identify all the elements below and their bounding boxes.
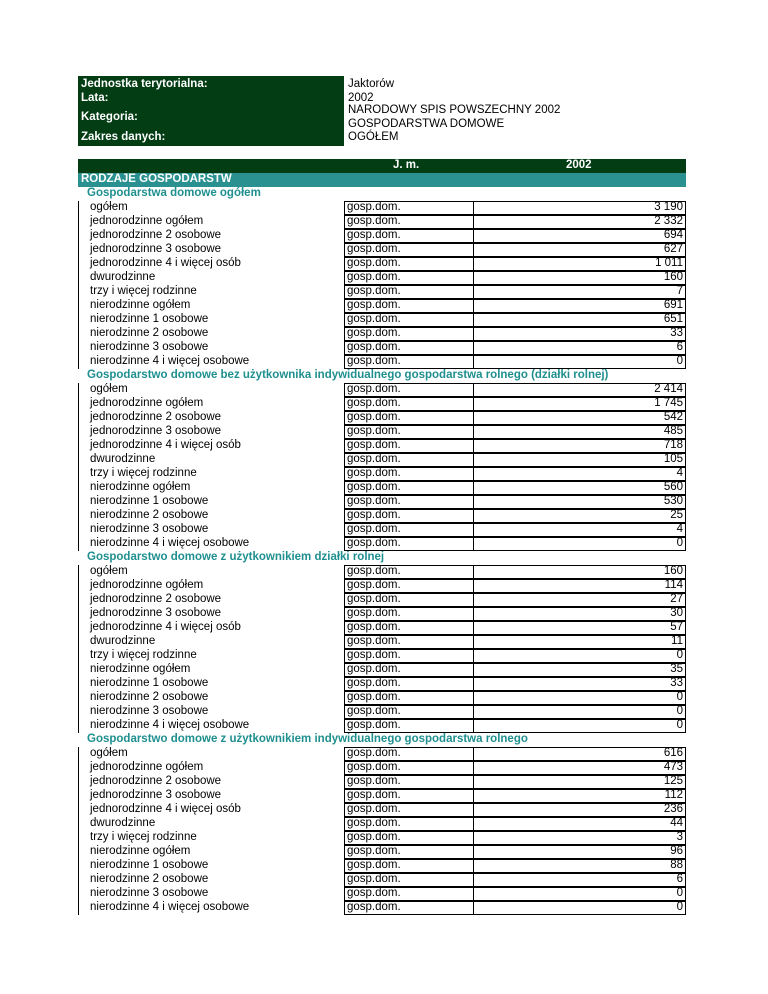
group-title-text: Gospodarstwo domowe z użytkownikiem indywidualnego gospodarstwa rolnego [87,733,528,745]
row-value-cell [473,873,686,887]
row-unit: gosp.dom. [347,481,401,493]
group-title [78,187,686,201]
row-unit: gosp.dom. [347,747,401,759]
table-row [78,803,686,817]
table-row [78,649,686,663]
row-unit: gosp.dom. [347,327,401,339]
row-unit: gosp.dom. [347,635,401,647]
row-unit: gosp.dom. [347,271,401,283]
label-data-range: Zakres danych: [81,131,166,143]
table-row [78,719,686,733]
row-unit: gosp.dom. [347,201,401,213]
row-label: nierodzinne ogółem [90,663,191,675]
row-label: jednorodzinne 3 osobowe [90,243,222,255]
value-territorial-unit: Jaktorów [348,78,395,90]
row-value: 691 [663,299,683,311]
row-unit: gosp.dom. [347,901,401,913]
row-value: 694 [663,229,683,241]
row-value: 6 [676,341,683,353]
table-row [78,901,686,915]
row-value-cell [473,523,686,537]
row-value: 542 [663,411,683,423]
row-unit: gosp.dom. [347,523,401,535]
row-label: nierodzinne 3 osobowe [90,705,209,717]
value-data-range: GOSPODARSTWA DOMOWE [348,118,505,130]
table-row [78,775,686,789]
table-row [78,761,686,775]
table-row [78,593,686,607]
label-territorial-unit: Jednostka terytorialna: [81,78,208,90]
row-label: nierodzinne ogółem [90,299,191,311]
row-value: 3 190 [654,201,683,213]
row-value-cell [473,593,686,607]
row-value: 30 [670,607,683,619]
row-unit: gosp.dom. [347,579,401,591]
row-unit: gosp.dom. [347,761,401,773]
table-row [78,327,686,341]
table-row [78,495,686,509]
row-label: nierodzinne 3 osobowe [90,523,209,535]
section-title-text: RODZAJE GOSPODARSTW [81,173,232,185]
row-label: ogółem [90,201,128,213]
row-value: 0 [676,649,683,661]
row-value: 718 [663,439,683,451]
table-row [78,705,686,719]
row-unit: gosp.dom. [347,355,401,367]
table-row [78,789,686,803]
row-value: 44 [670,817,683,829]
row-value: 3 [676,831,683,843]
row-value: 160 [663,271,683,283]
row-value: 35 [670,663,683,675]
row-value-cell [473,761,686,775]
row-label: jednorodzinne ogółem [90,761,204,773]
row-value-cell [473,257,686,271]
row-label: trzy i więcej rodzinne [90,285,197,297]
row-unit: gosp.dom. [347,719,401,731]
row-value: 0 [676,537,683,549]
row-value: 627 [663,243,683,255]
table-row [78,355,686,369]
row-label: jednorodzinne 2 osobowe [90,411,222,423]
row-label: jednorodzinne 3 osobowe [90,789,222,801]
table-row [78,229,686,243]
row-label: nierodzinne 2 osobowe [90,509,209,521]
row-value: 25 [670,509,683,521]
row-unit: gosp.dom. [347,229,401,241]
row-label: nierodzinne 2 osobowe [90,873,209,885]
row-unit: gosp.dom. [347,775,401,787]
row-value: 0 [676,901,683,913]
table-row [78,467,686,481]
row-value: 1 011 [655,257,683,269]
row-value: 0 [676,355,683,367]
row-label: jednorodzinne 4 i więcej osób [90,621,241,633]
row-value: 0 [676,705,683,717]
row-unit: gosp.dom. [347,453,401,465]
row-value: 0 [676,719,683,731]
table-row [78,635,686,649]
group-title-text: Gospodarstwa domowe ogółem [87,187,261,199]
row-value: 11 [671,635,683,647]
row-value-cell [473,579,686,593]
row-value: 112 [664,789,683,801]
row-label: nierodzinne 1 osobowe [90,313,209,325]
row-value-cell [473,411,686,425]
table-row [78,481,686,495]
row-unit: gosp.dom. [347,677,401,689]
row-label: nierodzinne 4 i więcej osobowe [90,901,250,913]
row-unit: gosp.dom. [347,565,401,577]
table-row [78,523,686,537]
row-value: 485 [663,425,683,437]
row-label: nierodzinne 1 osobowe [90,495,209,507]
table-row [78,271,686,285]
row-unit: gosp.dom. [347,691,401,703]
row-value-cell [473,453,686,467]
row-value-cell [473,481,686,495]
row-label: nierodzinne 3 osobowe [90,887,209,899]
row-unit: gosp.dom. [347,845,401,857]
table-row [78,397,686,411]
row-label: trzy i więcej rodzinne [90,649,197,661]
row-value-cell [473,313,686,327]
row-value: 88 [670,859,683,871]
group-title [78,733,686,747]
row-value: 1 745 [654,397,683,409]
table-row [78,411,686,425]
row-unit: gosp.dom. [347,621,401,633]
row-unit: gosp.dom. [347,887,401,899]
table-row [78,887,686,901]
row-value-cell [473,901,686,915]
table-row [78,621,686,635]
row-label: nierodzinne 2 osobowe [90,691,209,703]
row-unit: gosp.dom. [347,425,401,437]
row-value-cell [473,243,686,257]
table-row [78,873,686,887]
row-unit: gosp.dom. [347,663,401,675]
row-value: 27 [670,593,683,605]
row-value: 651 [663,313,683,325]
section-title [78,173,686,187]
table-row [78,509,686,523]
row-unit: gosp.dom. [347,649,401,661]
row-unit: gosp.dom. [347,257,401,269]
row-label: nierodzinne 4 i więcej osobowe [90,537,250,549]
row-unit: gosp.dom. [347,831,401,843]
row-value-cell [473,719,686,733]
row-unit: gosp.dom. [347,817,401,829]
row-label: trzy i więcej rodzinne [90,831,197,843]
row-value-cell [473,355,686,369]
row-value-cell [473,299,686,313]
row-unit: gosp.dom. [347,859,401,871]
value-data-range-detail: OGÓŁEM [348,131,399,143]
row-value: 105 [663,453,683,465]
row-value-cell [473,509,686,523]
row-value-cell [473,621,686,635]
row-label: jednorodzinne 2 osobowe [90,775,222,787]
table-row [78,299,686,313]
row-value-cell [473,677,686,691]
row-label: nierodzinne 1 osobowe [90,859,209,871]
row-unit: gosp.dom. [347,285,401,297]
row-value: 6 [676,873,683,885]
row-value-cell [473,663,686,677]
row-label: ogółem [90,747,128,759]
group-title-text: Gospodarstwo domowe bez użytkownika indywidualnego gospodarstwa rolnego (działki rolnej) [87,369,609,381]
value-years: 2002 [348,92,374,104]
row-value: 7 [676,285,683,297]
row-value-cell [473,803,686,817]
row-unit: gosp.dom. [347,341,401,353]
column-unit-header: J. m. [393,159,420,171]
row-label: dwurodzinne [90,271,156,283]
row-value: 2 414 [654,383,683,395]
row-value: 125 [663,775,683,787]
row-label: trzy i więcej rodzinne [90,467,197,479]
row-value: 560 [663,481,683,493]
row-value-cell [473,607,686,621]
row-label: jednorodzinne 3 osobowe [90,425,222,437]
row-value-cell [473,425,686,439]
table-row [78,607,686,621]
row-value-cell [473,271,686,285]
row-unit: gosp.dom. [347,215,401,227]
row-label: nierodzinne 4 i więcej osobowe [90,355,250,367]
table-row [78,859,686,873]
row-label: jednorodzinne ogółem [90,579,204,591]
row-label: nierodzinne 4 i więcej osobowe [90,719,250,731]
row-value: 4 [676,523,683,535]
row-label: dwurodzinne [90,453,156,465]
row-label: jednorodzinne 4 i więcej osób [90,803,241,815]
row-value: 96 [670,845,683,857]
row-unit: gosp.dom. [347,383,401,395]
row-label: jednorodzinne 4 i więcej osób [90,257,241,269]
table-row [78,285,686,299]
row-value-cell [473,831,686,845]
label-years: Lata: [81,92,109,104]
row-label: ogółem [90,565,128,577]
table-row [78,439,686,453]
table-row [78,817,686,831]
row-value-cell [473,467,686,481]
row-label: jednorodzinne 2 osobowe [90,229,222,241]
row-unit: gosp.dom. [347,411,401,423]
row-label: jednorodzinne 2 osobowe [90,593,222,605]
row-value-cell [473,495,686,509]
row-value-cell [473,845,686,859]
row-unit: gosp.dom. [347,789,401,801]
row-value-cell [473,887,686,901]
row-label: nierodzinne 3 osobowe [90,341,209,353]
row-value: 0 [676,691,683,703]
row-value-cell [473,747,686,761]
table-row [78,663,686,677]
group-title-text: Gospodarstwo domowe z użytkownikiem działki rolnej [87,551,385,563]
row-value-cell [473,229,686,243]
row-unit: gosp.dom. [347,537,401,549]
row-value-cell [473,565,686,579]
row-label: nierodzinne 1 osobowe [90,677,209,689]
row-unit: gosp.dom. [347,593,401,605]
column-year-header: 2002 [566,159,592,171]
row-value: 530 [663,495,683,507]
row-value-cell [473,705,686,719]
table-row [78,243,686,257]
row-value: 114 [664,579,683,591]
table-row [78,257,686,271]
row-label: jednorodzinne 3 osobowe [90,607,222,619]
row-value-cell [473,691,686,705]
row-value-cell [473,537,686,551]
table-row [78,579,686,593]
row-value: 236 [663,803,683,815]
row-unit: gosp.dom. [347,509,401,521]
row-value-cell [473,817,686,831]
row-value-cell [473,327,686,341]
row-unit: gosp.dom. [347,243,401,255]
row-value-cell [473,859,686,873]
row-unit: gosp.dom. [347,313,401,325]
row-value-cell [473,341,686,355]
value-category: NARODOWY SPIS POWSZECHNY 2002 [348,104,561,116]
row-value-cell [473,649,686,663]
row-value: 473 [663,761,683,773]
row-value-cell [473,285,686,299]
table-row [78,565,686,579]
table-row [78,341,686,355]
row-value: 4 [676,467,683,479]
table-row [78,677,686,691]
row-value-cell [473,775,686,789]
table-row [78,691,686,705]
table-row [78,845,686,859]
row-value-cell [473,635,686,649]
row-value: 2 332 [654,215,683,227]
table-row [78,453,686,467]
row-unit: gosp.dom. [347,495,401,507]
row-unit: gosp.dom. [347,439,401,451]
row-unit: gosp.dom. [347,299,401,311]
row-unit: gosp.dom. [347,705,401,717]
table-row [78,537,686,551]
row-value: 57 [670,621,683,633]
group-title [78,369,686,383]
row-label: dwurodzinne [90,635,156,647]
row-label: ogółem [90,383,128,395]
row-label: dwurodzinne [90,817,156,829]
table-row [78,747,686,761]
table-row [78,201,686,215]
row-label: jednorodzinne ogółem [90,397,204,409]
row-value: 33 [670,677,683,689]
label-category: Kategoria: [81,111,138,123]
row-unit: gosp.dom. [347,873,401,885]
group-title [78,551,686,565]
table-row [78,215,686,229]
row-unit: gosp.dom. [347,397,401,409]
row-label: nierodzinne ogółem [90,845,191,857]
row-value-cell [473,789,686,803]
row-label: jednorodzinne ogółem [90,215,204,227]
table-row [78,383,686,397]
row-value: 0 [676,887,683,899]
row-label: nierodzinne 2 osobowe [90,327,209,339]
row-value-cell [473,439,686,453]
row-unit: gosp.dom. [347,803,401,815]
table-row [78,831,686,845]
row-value: 160 [663,565,683,577]
row-unit: gosp.dom. [347,467,401,479]
table-row [78,425,686,439]
table-row [78,313,686,327]
row-unit: gosp.dom. [347,607,401,619]
row-label: nierodzinne ogółem [90,481,191,493]
row-label: jednorodzinne 4 i więcej osób [90,439,241,451]
row-value: 616 [663,747,683,759]
header-label-block [78,76,344,146]
row-value: 33 [670,327,683,339]
table-column-header [78,159,686,173]
